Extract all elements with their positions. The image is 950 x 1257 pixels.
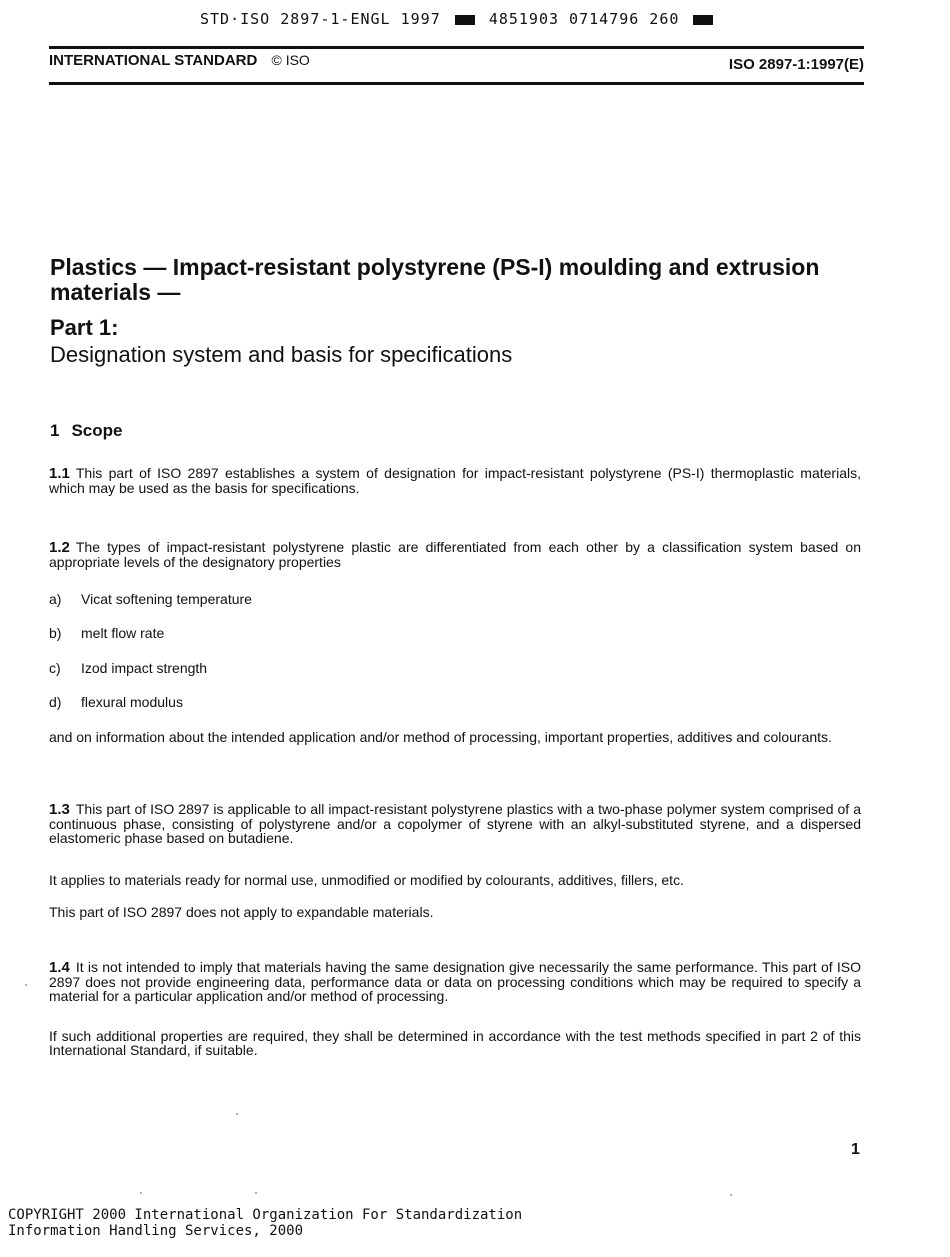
- clause-number: 1.4: [49, 959, 70, 976]
- list-text: flexural modulus: [81, 694, 183, 710]
- page-number: 1: [851, 1141, 860, 1158]
- standard-type: INTERNATIONAL STANDARD: [49, 52, 258, 69]
- stamp-code: STD·ISO 2897-1-ENGL 1997: [200, 10, 441, 28]
- header-top-rule: [49, 46, 864, 49]
- redaction-block: [455, 15, 475, 25]
- section-heading: [50, 421, 123, 441]
- list-label: d): [49, 694, 62, 710]
- document-stamp: [200, 10, 717, 28]
- scan-speck: [730, 1194, 732, 1196]
- redaction-block: [693, 15, 713, 25]
- clause-number: 1.2: [49, 539, 70, 556]
- list-label: a): [49, 591, 62, 607]
- clause-1-1: [49, 466, 861, 495]
- list-label: b): [49, 625, 62, 641]
- header-bottom-rule: [49, 82, 864, 85]
- section-number: 1: [50, 421, 60, 440]
- list-label: c): [49, 660, 61, 676]
- list-text: melt flow rate: [81, 625, 165, 641]
- list-item: [49, 625, 164, 641]
- list-item: [49, 591, 252, 607]
- clause-text: This part of ISO 2897 establishes a system of designation for impact-resistant polystyrene (PS-I) thermoplastic materials, which may be used as the basis for specifications.: [49, 465, 861, 496]
- stamp-serial: 4851903 0714796 260: [488, 10, 680, 28]
- copyright-line: Information Handling Services, 2000: [8, 1223, 304, 1239]
- clause-number: 1.3: [49, 801, 70, 818]
- clause-1-2-continuation: and on information about the intended application and/or method of processing, important properties, additives and colourants.: [49, 729, 832, 745]
- clause-1-2: [49, 540, 861, 569]
- copyright-footer: [8, 1207, 522, 1239]
- list-item: [49, 694, 183, 710]
- part-title: Designation system and basis for specifications: [50, 342, 513, 367]
- standard-number: ISO 2897-1:1997(E): [728, 56, 864, 73]
- list-text: Izod impact strength: [81, 660, 208, 676]
- iso-mark: © ISO: [271, 52, 310, 68]
- clause-1-4-paragraph-2: If such additional properties are required, they shall be determined in accordance with the test methods specified in part 2 of this International Standard, if suitable.: [49, 1028, 861, 1058]
- scan-speck: [236, 1113, 238, 1115]
- clause-1-3-paragraph-2: It applies to materials ready for normal use, unmodified or modified by colourants, additives, fillers, etc.: [49, 872, 684, 888]
- clause-text: This part of ISO 2897 is applicable to all impact-resistant polystyrene plastics with a two-phase polymer system comprised of a continuous phase, consisting of polystyrene and/or a copolymer of styrene with an alkyl-substituted styrene, and a dispersed elastomeric phase based on butadiene.: [49, 801, 861, 846]
- clause-text: The types of impact-resistant polystyrene plastic are differentiated from each other by a classification system based on appropriate levels of the designatory properties: [49, 539, 861, 570]
- document-title: Plastics — Impact-resistant polystyrene (PS-I) moulding and extrusion materials —: [50, 254, 820, 305]
- page-header: [49, 52, 864, 72]
- clause-1-4: [49, 960, 861, 1003]
- scan-speck: [140, 1192, 142, 1194]
- header-left: [49, 52, 310, 69]
- copyright-line: COPYRIGHT 2000 International Organization For Standardization: [8, 1207, 523, 1223]
- part-label: Part 1:: [50, 315, 119, 340]
- clause-text: It is not intended to imply that materials having the same designation give necessarily the same performance. This part of ISO 2897 does not provide engineering data, performance data or data on processing conditions which may be required to specify a material for a particular application and/or method of processing.: [49, 959, 861, 1004]
- section-title: Scope: [71, 421, 123, 440]
- clause-number: 1.1: [49, 465, 70, 482]
- list-text: Vicat softening temperature: [81, 591, 252, 607]
- scan-speck: [25, 984, 27, 986]
- list-item: [49, 660, 207, 676]
- scan-speck: [255, 1192, 257, 1194]
- clause-1-3-paragraph-3: This part of ISO 2897 does not apply to expandable materials.: [49, 904, 434, 920]
- clause-1-3: [49, 802, 861, 845]
